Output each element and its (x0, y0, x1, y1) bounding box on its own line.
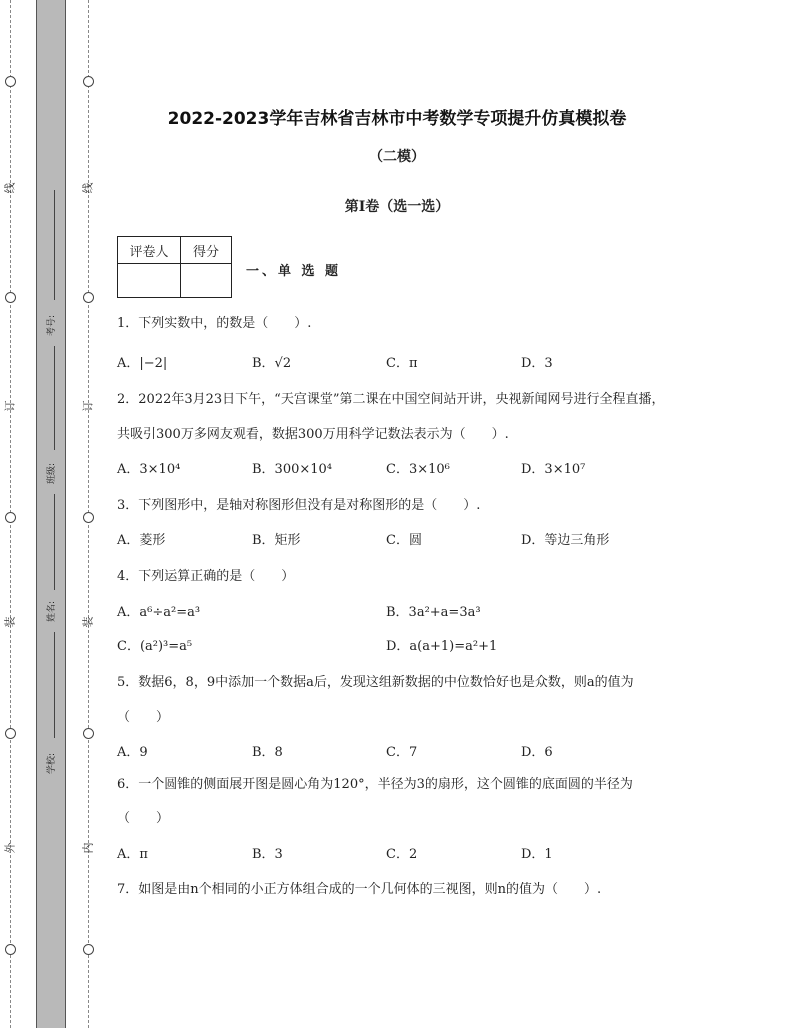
q5-option-d: D．6 (521, 745, 553, 760)
section-title: 一、单 选 题 (246, 264, 342, 279)
q4-option-b: B．3a²+a=3a³ (386, 605, 481, 620)
binding-hole (83, 512, 94, 523)
name-label: 姓名: (47, 600, 57, 622)
q4-option-c: C．(a²)³=a⁵ (117, 639, 193, 654)
exam-number-line (54, 190, 55, 300)
exam-number-label: 考号: (47, 314, 57, 336)
q6-option-a: A．π (117, 847, 148, 862)
score-cell (181, 264, 232, 298)
question-5: 5．数据6，8，9中添加一个数据a后，发现这组新数据的中位数恰好也是众数，则a的值为 (117, 675, 634, 690)
q5-option-c: C．7 (386, 745, 418, 760)
name-line (54, 494, 55, 590)
score-header: 得分 (181, 237, 232, 264)
q4-option-d: D．a(a+1)=a²+1 (386, 639, 498, 654)
question-2-continued: 共吸引300万多网友观看，数据300万用科学记数法表示为（ ）. (117, 427, 509, 442)
question-1: 1．下列实数中，的数是（ ）. (117, 316, 312, 331)
school-label: 学校: (47, 752, 57, 774)
volume-title: 第I卷（选一选） (344, 199, 450, 215)
q6-option-d: D．1 (521, 847, 553, 862)
inner-binding-char: 订 (81, 400, 95, 412)
q2-option-c: C．3×10⁶ (386, 462, 450, 477)
q1-option-c: C．π (386, 356, 418, 371)
question-2: 2．2022年3月23日下午，“天宫课堂”第二课在中国空间站开讲，央视新闻网号进行全程直播， (117, 392, 665, 407)
q2-option-b: B．300×10⁴ (252, 462, 333, 477)
binding-hole (83, 728, 94, 739)
q5-option-a: A．9 (117, 745, 148, 760)
grader-header: 评卷人 (118, 237, 181, 264)
question-6: 6．一个圆锥的侧面展开图是圆心角为120°，半径为3的扇形，这个圆锥的底面圆的半径为 (117, 777, 633, 792)
outer-binding-char: 订 (3, 400, 17, 412)
outer-binding-char: 线 (3, 182, 17, 194)
inner-binding-char: 线 (81, 182, 95, 194)
inner-binding-char: 内 (81, 842, 95, 854)
q1-option-b: B．√2 (252, 356, 292, 371)
question-3: 3．下列图形中，是轴对称图形但没有是对称图形的是（ ）. (117, 498, 481, 513)
class-label: 班级: (47, 462, 57, 484)
binding-hole (5, 944, 16, 955)
grader-cell (118, 264, 181, 298)
q6-option-c: C．2 (386, 847, 418, 862)
binding-strip (36, 0, 66, 1028)
page-title: 2022-2023学年吉林省吉林市中考数学专项提升仿真模拟卷 (167, 109, 627, 129)
q3-option-a: A．菱形 (117, 533, 166, 548)
page-subtitle: （二模） (369, 149, 425, 165)
q5-option-b: B．8 (252, 745, 283, 760)
q3-option-c: C．圆 (386, 533, 422, 548)
q3-option-b: B．矩形 (252, 533, 301, 548)
score-table (117, 236, 232, 298)
question-7: 7．如图是由n个相同的小正方体组合成的一个几何体的三视图，则n的值为（ ）. (117, 882, 602, 897)
inner-binding-char: 装 (81, 616, 95, 628)
q6-option-b: B．3 (252, 847, 283, 862)
school-line (54, 632, 55, 738)
q2-option-a: A．3×10⁴ (117, 462, 181, 477)
binding-margin (0, 0, 100, 1028)
outer-binding-char: 外 (3, 842, 17, 854)
q2-option-d: D．3×10⁷ (521, 462, 586, 477)
outer-binding-char: 装 (3, 616, 17, 628)
binding-hole (83, 944, 94, 955)
binding-hole (83, 292, 94, 303)
question-4: 4．下列运算正确的是（ ） (117, 569, 295, 584)
question-6-continued: （ ） (117, 811, 170, 826)
q1-option-a: A．|−2| (117, 356, 168, 371)
class-line (54, 346, 55, 450)
binding-hole (83, 76, 94, 87)
binding-hole (5, 76, 16, 87)
q3-option-d: D．等边三角形 (521, 533, 610, 548)
q4-option-a: A．a⁶÷a²=a³ (117, 605, 201, 620)
binding-hole (5, 728, 16, 739)
question-5-continued: （ ） (117, 710, 170, 725)
q1-option-d: D．3 (521, 356, 553, 371)
binding-hole (5, 512, 16, 523)
binding-hole (5, 292, 16, 303)
